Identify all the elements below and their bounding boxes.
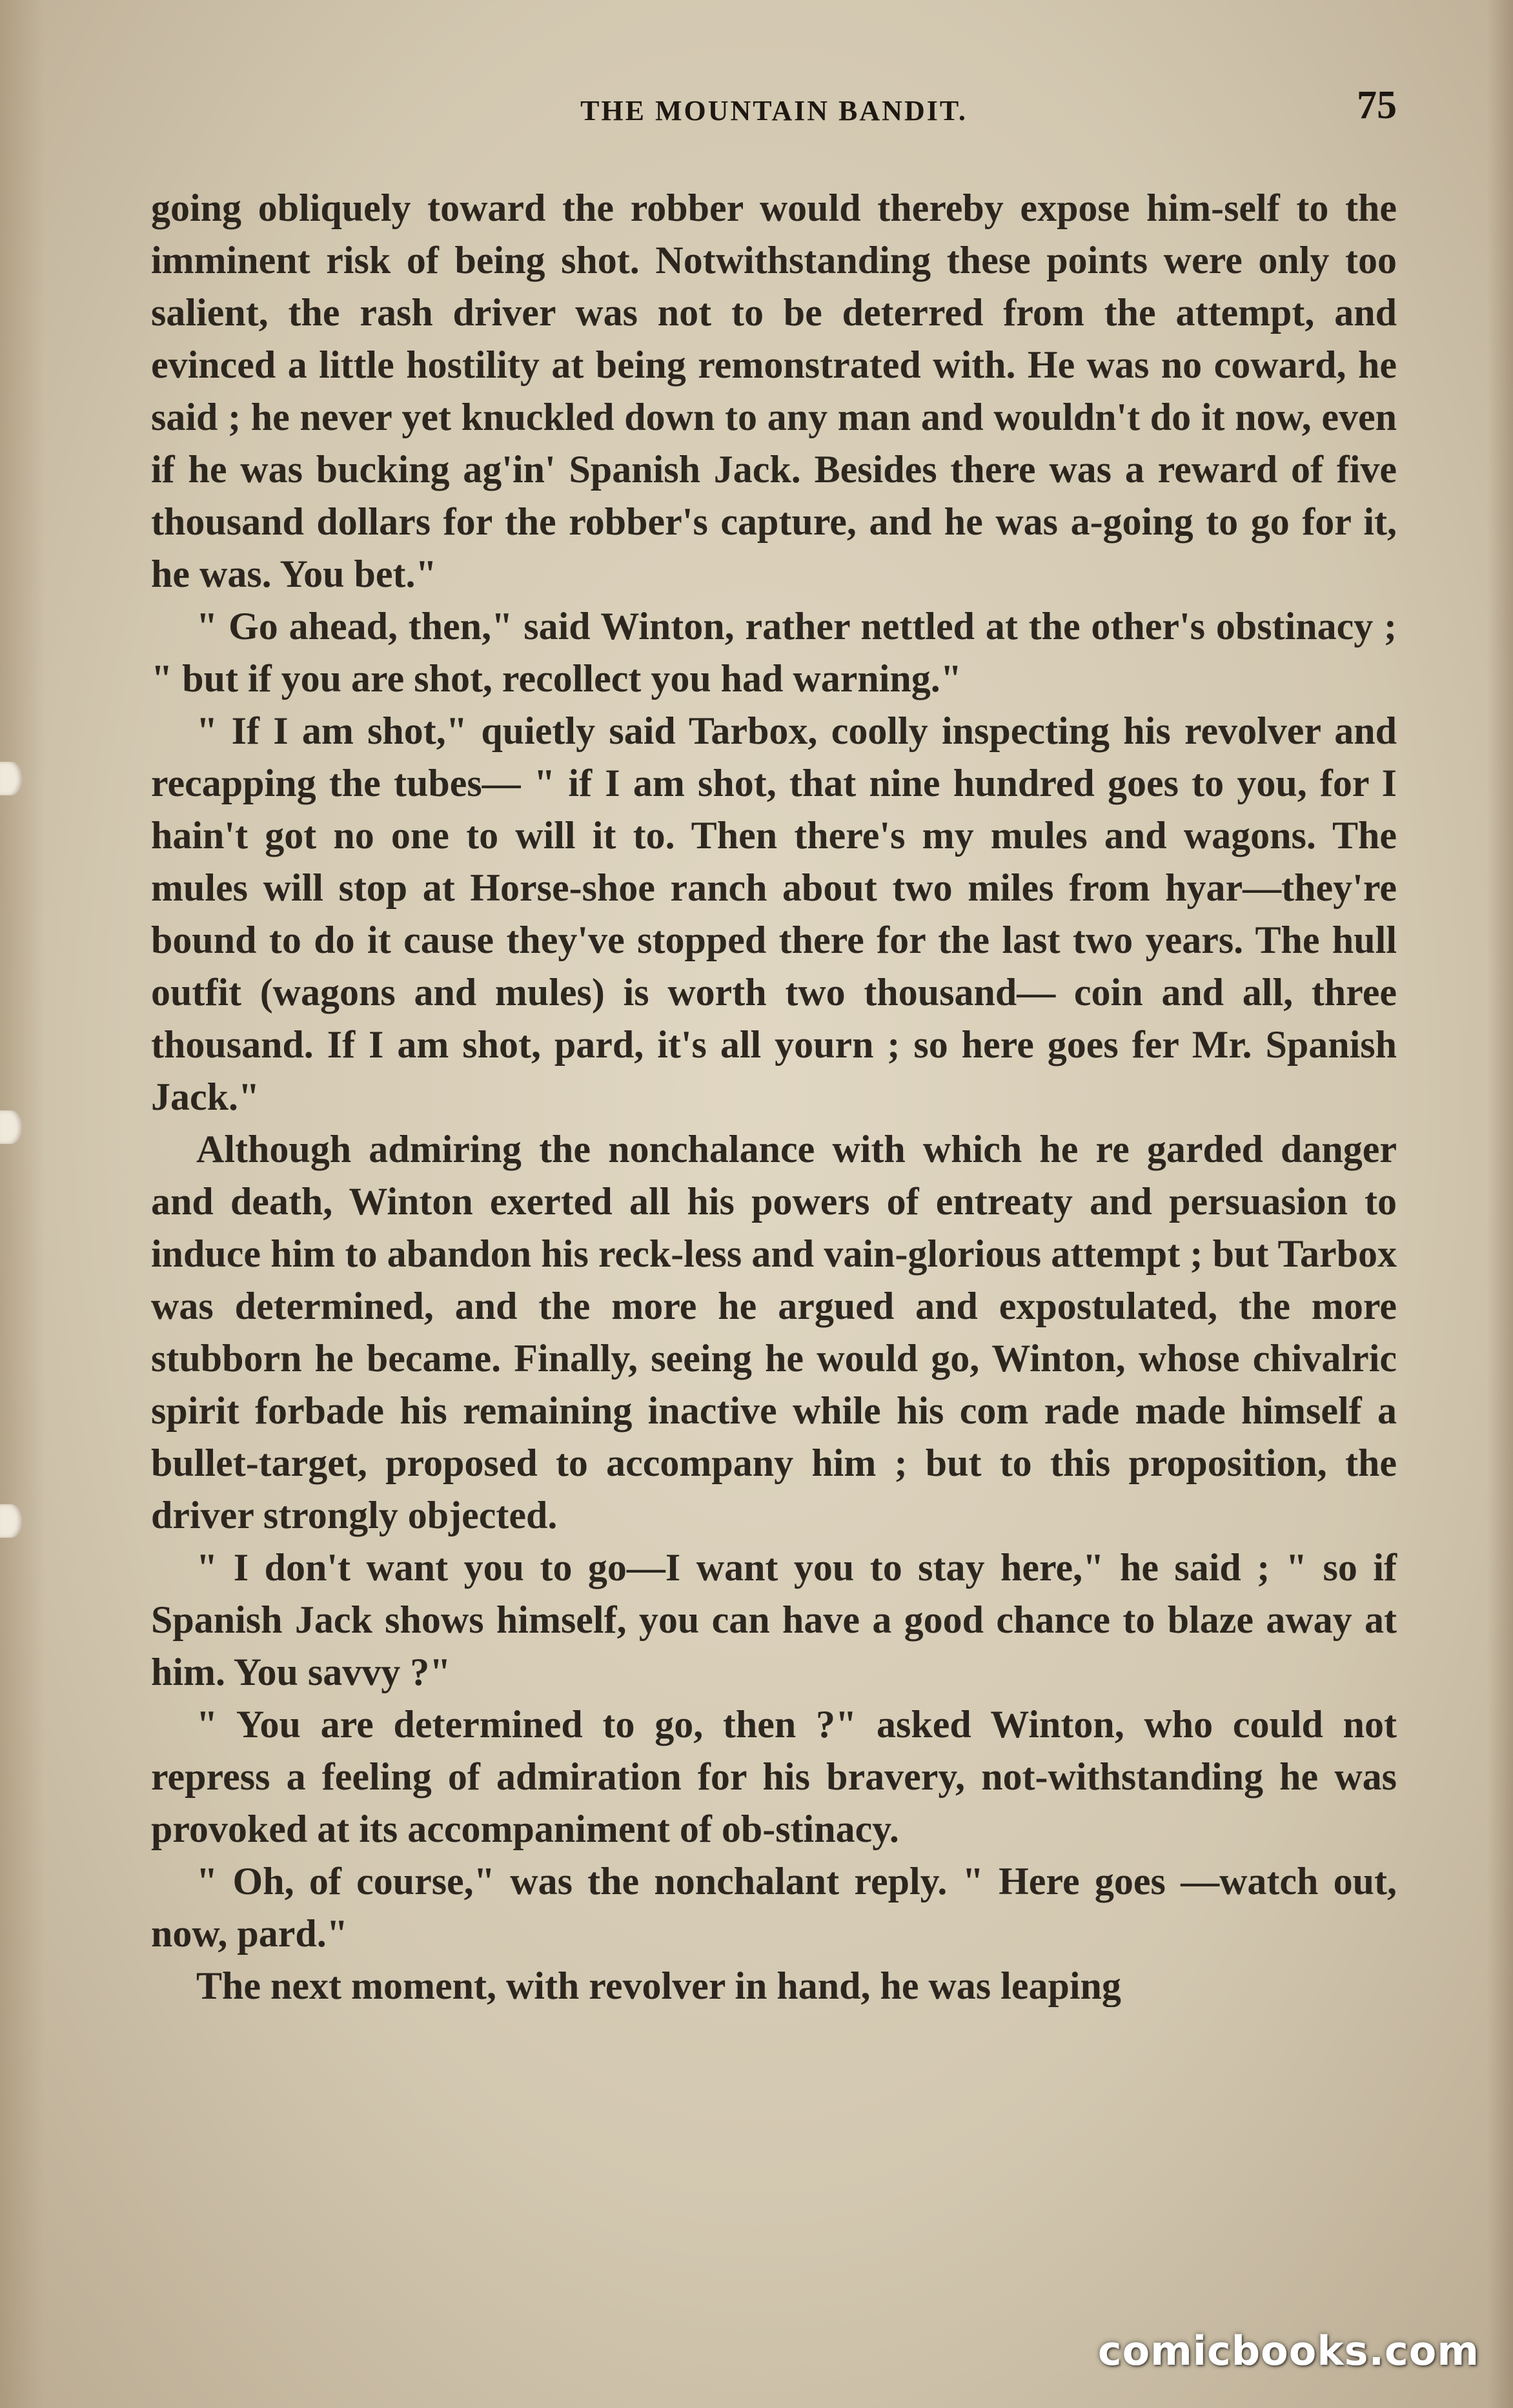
paragraph: Although admiring the nonchalance with which he re garded danger and death, Winton exerted all his powers of entreaty and persuasion to induce him to abandon his reck-less and vain-glorious attempt ; but Tarbox was determined, and the more he argued and expostulated, the more stubborn he became. Finally, seeing he would go, Winton, whose chivalric spirit forbade his remaining inactive while his com rade made himself a bullet-target, proposed to accompany him ; but to this proposition, the driver strongly objected. <box>151 1128 1397 1536</box>
binding-hole <box>0 1504 22 1538</box>
binding-hole <box>0 1110 22 1144</box>
paragraph: going obliquely toward the robber would thereby expose him-self to the imminent risk of being shot. Notwithstanding these points were only too salient, the rash driver was not to be deterred from the attempt, and evinced a little hostility at being remonstrated with. He was no coward, he said ; he never yet knuckled down to any man and wouldn't do it now, even if he was bucking ag'in' Spanish Jack. Besides there was a reward of five thousand dollars for the robber's capture, and he was a-going to go for it, he was. You bet." <box>151 187 1397 595</box>
page-header <box>151 77 1397 142</box>
paragraph: " You are determined to go, then ?" asked Winton, who could not repress a feeling of admiration for his bravery, not-withstanding he was provoked at its accompaniment of ob-stinacy. <box>151 1703 1397 1850</box>
page-number: 75 <box>1357 83 1397 127</box>
running-title: THE MOUNTAIN BANDIT. <box>580 95 968 127</box>
paragraph: " If I am shot," quietly said Tarbox, coolly inspecting his revolver and recapping the tubes— " if I am shot, that nine hundred goes to you, for I hain't got no one to will it to. Then there's my mules and wagons. The mules will stop at Horse-shoe ranch about two miles from hyar—they're bound to do it cause they've stopped there for the last two years. The hull outfit (wagons and mules) is worth two thousand— coin and all, three thousand. If I am shot, pard, it's all yourn ; so here goes fer Mr. Spanish Jack." <box>151 709 1397 1118</box>
paragraph: " Go ahead, then," said Winton, rather nettled at the other's obstinacy ; " but if you are shot, recollect you had warning." <box>151 605 1397 700</box>
paragraph: The next moment, with revolver in hand, he was leaping <box>196 1964 1121 2007</box>
paragraph: " Oh, of course," was the nonchalant reply. " Here goes —watch out, now, pard." <box>151 1860 1397 1955</box>
paragraph: " I don't want you to go—I want you to stay here," he said ; " so if Spanish Jack shows himself, you can have a good chance to blaze away at him. You savvy ?" <box>151 1546 1397 1693</box>
watermark: comicbooks.com <box>1097 2327 1479 2374</box>
body-text <box>151 182 1397 2012</box>
binding-hole <box>0 762 22 795</box>
